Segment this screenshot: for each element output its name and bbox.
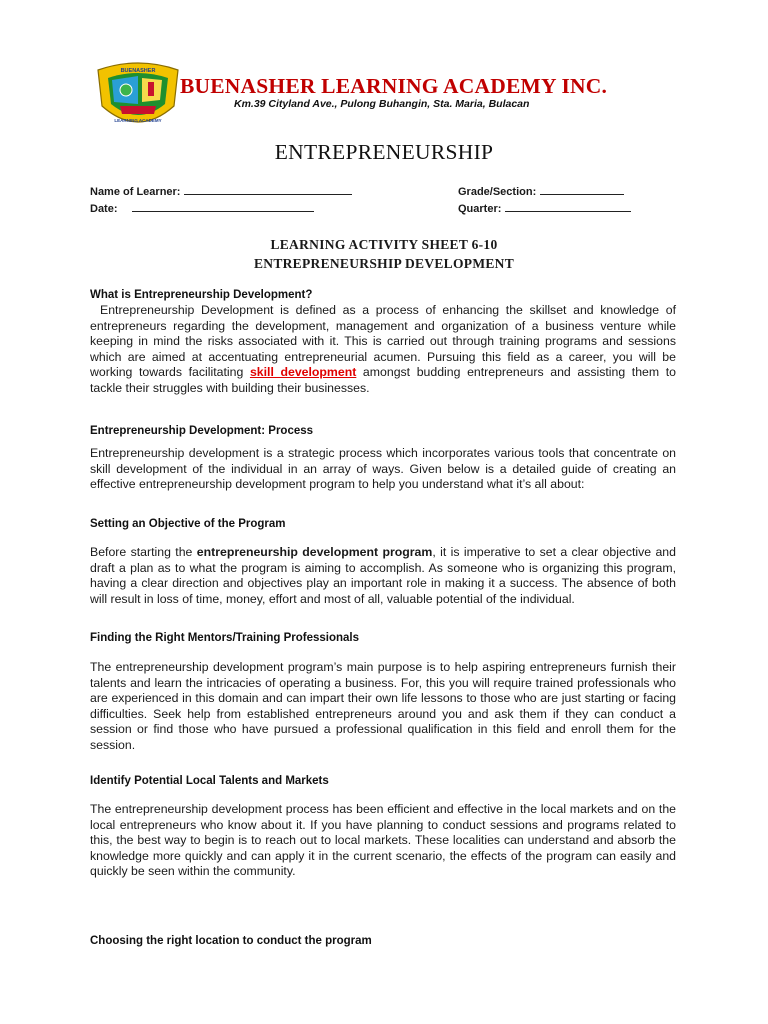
paragraph-mentors: The entrepreneurship development program’s main purpose is to help aspiring entrepreneurs furnish their talents and learn the intricacies of operating a business. For, this you will require trained professionals who are experienced in this domain and can impart their own life lessons to those who are just starting or facing difficulties. Seek help from established entrepreneurs around you and ask them if they can conduct a session or find those who have pursued a professional qualification in this field and enroll them for the session. [90,660,676,752]
quarter-field[interactable] [458,200,631,215]
school-name: BUENASHER LEARNING ACADEMY INC. [180,74,608,98]
what-is-text-2: amongst budding entrepreneurs and assisting them to tackle their struggles with building their businesses. [90,365,676,395]
activity-subtitle: ENTREPRENEURSHIP DEVELOPMENT [253,256,515,271]
objective-text-1: Before starting the [90,545,197,559]
paragraph-objective [90,545,676,607]
grade-section-label: Grade/Section: [458,186,537,198]
paragraph-talents: The entrepreneurship development process has been efficient and effective in the local markets and on the local entrepreneurs who know about it. If you have planning to conduct sessions and programs related to this, the best way to begin is to reach out to local markets. These localities can understand and absorb the knowledge more quickly and can apply it in the current scenario, the effects of the program can easily and quickly be seen within the community. [90,802,676,879]
grade-section-line[interactable] [540,183,624,195]
objective-bold-term: entrepreneurship development program [196,545,433,559]
logo-bottom-text: LEARNING ACADEMY [114,118,162,123]
skill-development-link[interactable]: skill development [249,365,357,380]
heading-location: Choosing the right location to conduct the program [90,935,372,947]
objective-text-2: , it is imperative to set a clear objective and draft a plan as to what the program is aiming to accomplish. As someone who is organizing this program, having a clear direction and objectives play an important role in making it a success. The absence of both will result in loss of time, money, effort and most of all, valuable potential of the individual. [90,545,676,606]
quarter-label: Quarter: [458,203,502,215]
grade-section-field[interactable] [458,183,624,198]
heading-objective: Setting an Objective of the Program [90,518,286,530]
heading-process: Entrepreneurship Development: Process [90,425,314,437]
name-of-learner-label: Name of Learner: [90,186,181,198]
date-line[interactable] [132,200,314,212]
date-label: Date: [90,203,118,215]
subject-title: ENTREPRENEURSHIP [274,140,494,164]
school-address: Km.39 Cityland Ave., Pulong Buhangin, Sta. Maria, Bulacan [234,98,530,110]
quarter-line[interactable] [505,200,631,212]
paragraph-process: Entrepreneurship development is a strategic process which incorporates various tools that concentrate on skill development of the individual in an array of ways. Given below is a detailed guide of creating an effective entrepreneurship development program to help you understand what it’s all about: [90,446,676,492]
heading-mentors: Finding the Right Mentors/Training Professionals [90,632,359,644]
logo-top-text: BUENASHER [120,68,156,74]
name-of-learner-field[interactable] [90,183,352,198]
date-field[interactable] [90,200,314,215]
paragraph-what-is [90,303,676,397]
heading-talents: Identify Potential Local Talents and Markets [90,775,329,787]
what-is-text-1: Entrepreneurship Development is defined as a process of enhancing the skillset and knowledge of entrepreneurs regarding the development, management and organization of a business venture while keeping in mind the risks associated with it. This is carried out through training programs and sessions which are aimed at accentuating entrepreneurial acumen. Pursuing this field as a career, you will be working towards facilitating [90,303,676,380]
school-logo [90,60,186,132]
activity-title: LEARNING ACTIVITY SHEET 6-10 [270,237,498,252]
name-of-learner-line[interactable] [184,183,352,195]
heading-what-is: What is Entrepreneurship Development? [90,289,313,301]
